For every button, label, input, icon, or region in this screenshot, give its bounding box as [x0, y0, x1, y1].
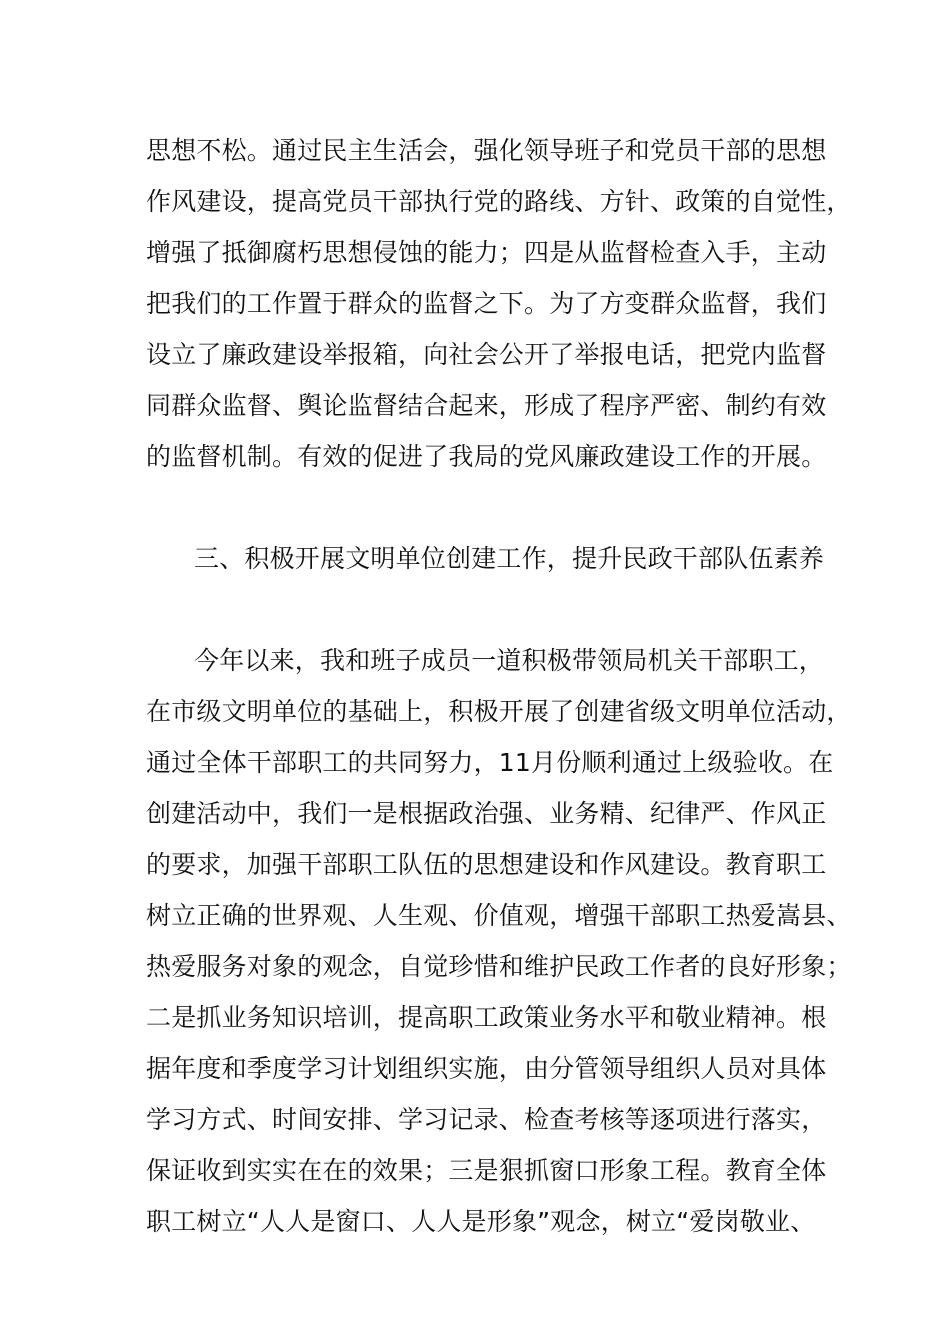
text-line: 二是抓业务知识培训，提高职工政策业务水平和敬业精神。根 — [146, 1003, 827, 1032]
text-line: 职工树立“人人是窗口、人人是形象”观念，树立“爱岗敬业、 — [146, 1207, 816, 1236]
text-line: 在市级文明单位的基础上，积极开展了创建省级文明单位活动， — [146, 697, 852, 726]
text-line: 把我们的工作置于群众的监督之下。为了方变群众监督，我们 — [146, 289, 827, 318]
text-line: 的监督机制。有效的促进了我局的党风廉政建设工作的开展。 — [146, 442, 827, 471]
text-line: 作风建设，提高党员干部执行党的路线、方针、政策的自觉性， — [146, 187, 852, 216]
text-line: 通过全体干部职工的共同努力，11月份顺利通过上级验收。在 — [146, 748, 834, 777]
text-line: 增强了抵御腐朽思想侵蚀的能力；四是从监督检查入手，主动 — [146, 238, 827, 267]
section-heading: 三、积极开展文明单位创建工作，提升民政干部队伍素养 — [194, 544, 825, 573]
text-line: 学习方式、时间安排、学习记录、检查考核等逐项进行落实， — [146, 1105, 827, 1134]
text-line: 据年度和季度学习计划组织实施，由分管领导组织人员对具体 — [146, 1054, 827, 1083]
text-line: 的要求，加强干部职工队伍的思想建设和作风建设。教育职工 — [146, 850, 827, 879]
text-line: 保证收到实实在在的效果；三是狠抓窗口形象工程。教育全体 — [146, 1156, 827, 1185]
text-line: 树立正确的世界观、人生观、价值观，增强干部职工热爱嵩县、 — [146, 901, 852, 930]
text-line: 热爱服务对象的观念，自觉珍惜和维护民政工作者的良好形象； — [146, 952, 852, 981]
text-line: 今年以来，我和班子成员一道积极带领局机关干部职工， — [194, 646, 825, 675]
text-line: 创建活动中，我们一是根据政治强、业务精、纪律严、作风正 — [146, 799, 827, 828]
text-line: 思想不松。通过民主生活会，强化领导班子和党员干部的思想 — [146, 136, 827, 165]
text-line: 设立了廉政建设举报箱，向社会公开了举报电话，把党内监督 — [146, 340, 827, 369]
text-line: 同群众监督、舆论监督结合起来，形成了程序严密、制约有效 — [146, 391, 827, 420]
